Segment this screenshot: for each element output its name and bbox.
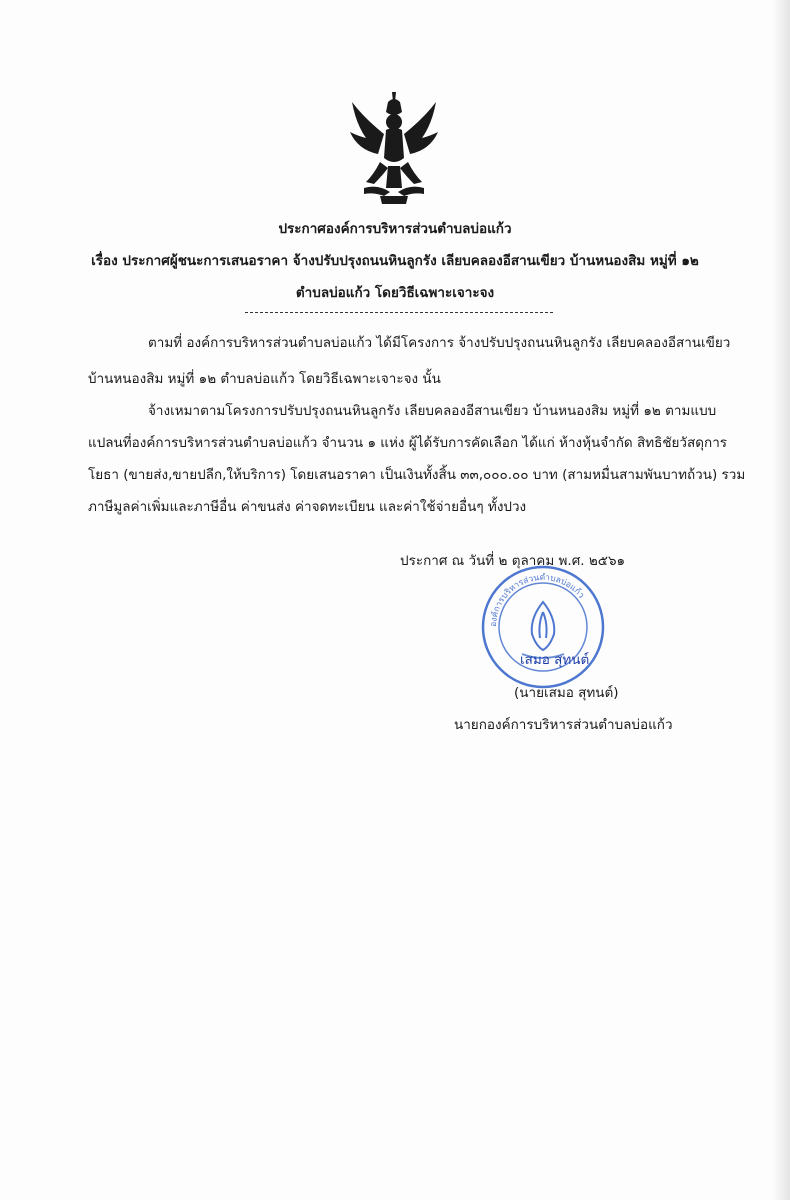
paragraph-2-line-1: จ้างเหมาตามโครงการปรับปรุงถนนหินลูกรัง เลียบคลองอีสานเขียว บ้านหนองสิม หมู่ที่ ๑๒ ตามแบบ [148,403,717,419]
stamp-text: องค์การบริหารส่วนตำบลบ่อแก้ว [488,572,586,628]
subject-line-1: เรื่อง ประกาศผู้ชนะการเสนอราคา จ้างปรับปรุงถนนหินลูกรัง เลียบคลองอีสานเขียว บ้านหนองสิม หมู่ที่ ๑๒ [91,253,699,269]
official-stamp [478,562,608,692]
signature: เสมอ สุทนต์ [520,652,590,668]
org-announcement-title: ประกาศองค์การบริหารส่วนตำบลบ่อแก้ว [278,221,512,237]
paragraph-2-line-4: ภาษีมูลค่าเพิ่มและภาษีอื่น ค่าขนส่ง ค่าจดทะเบียน และค่าใช้จ่ายอื่นๆ ทั้งปวง [88,499,527,515]
subject-line-2: ตำบลบ่อแก้ว โดยวิธีเฉพาะเจาะจง [295,285,495,301]
garuda-emblem-icon [344,88,444,208]
paragraph-1-line-2: บ้านหนองสิม หมู่ที่ ๑๒ ตำบลบ่อแก้ว โดยวิธีเฉพาะเจาะจง นั้น [88,371,441,387]
lotus-emblem-icon [532,602,555,650]
signatory-position: นายกองค์การบริหารส่วนตำบลบ่อแก้ว [454,717,673,733]
paragraph-1-line-1: ตามที่ องค์การบริหารส่วนตำบลบ่อแก้ว ได้มีโครงการ จ้างปรับปรุงถนนหินลูกรัง เลียบคลองอีสานเขียว [148,335,731,351]
scan-edge-shadow [772,0,790,1200]
printed-name: (นายเสมอ สุทนต์) [514,685,619,701]
announcement-date: ประกาศ ณ วันที่ ๒ ตุลาคม พ.ศ. ๒๕๖๑ [400,553,626,569]
paragraph-2-line-2: แปลนที่องค์การบริหารส่วนตำบลบ่อแก้ว จำนวน ๑ แห่ง ผู้ได้รับการคัดเลือก ได้แก่ ห้างหุ้นจำกัด สิทธิชัยวัสดุการ [88,435,728,451]
separator-dashes [245,312,553,313]
paragraph-2-line-3: โยธา (ขายส่ง,ขายปลีก,ให้บริการ) โดยเสนอราคา เป็นเงินทั้งสิ้น ๓๓,๐๐๐.๐๐ บาท (สามหมื่นสามพันบาทถ้วน) รวม [88,467,746,483]
